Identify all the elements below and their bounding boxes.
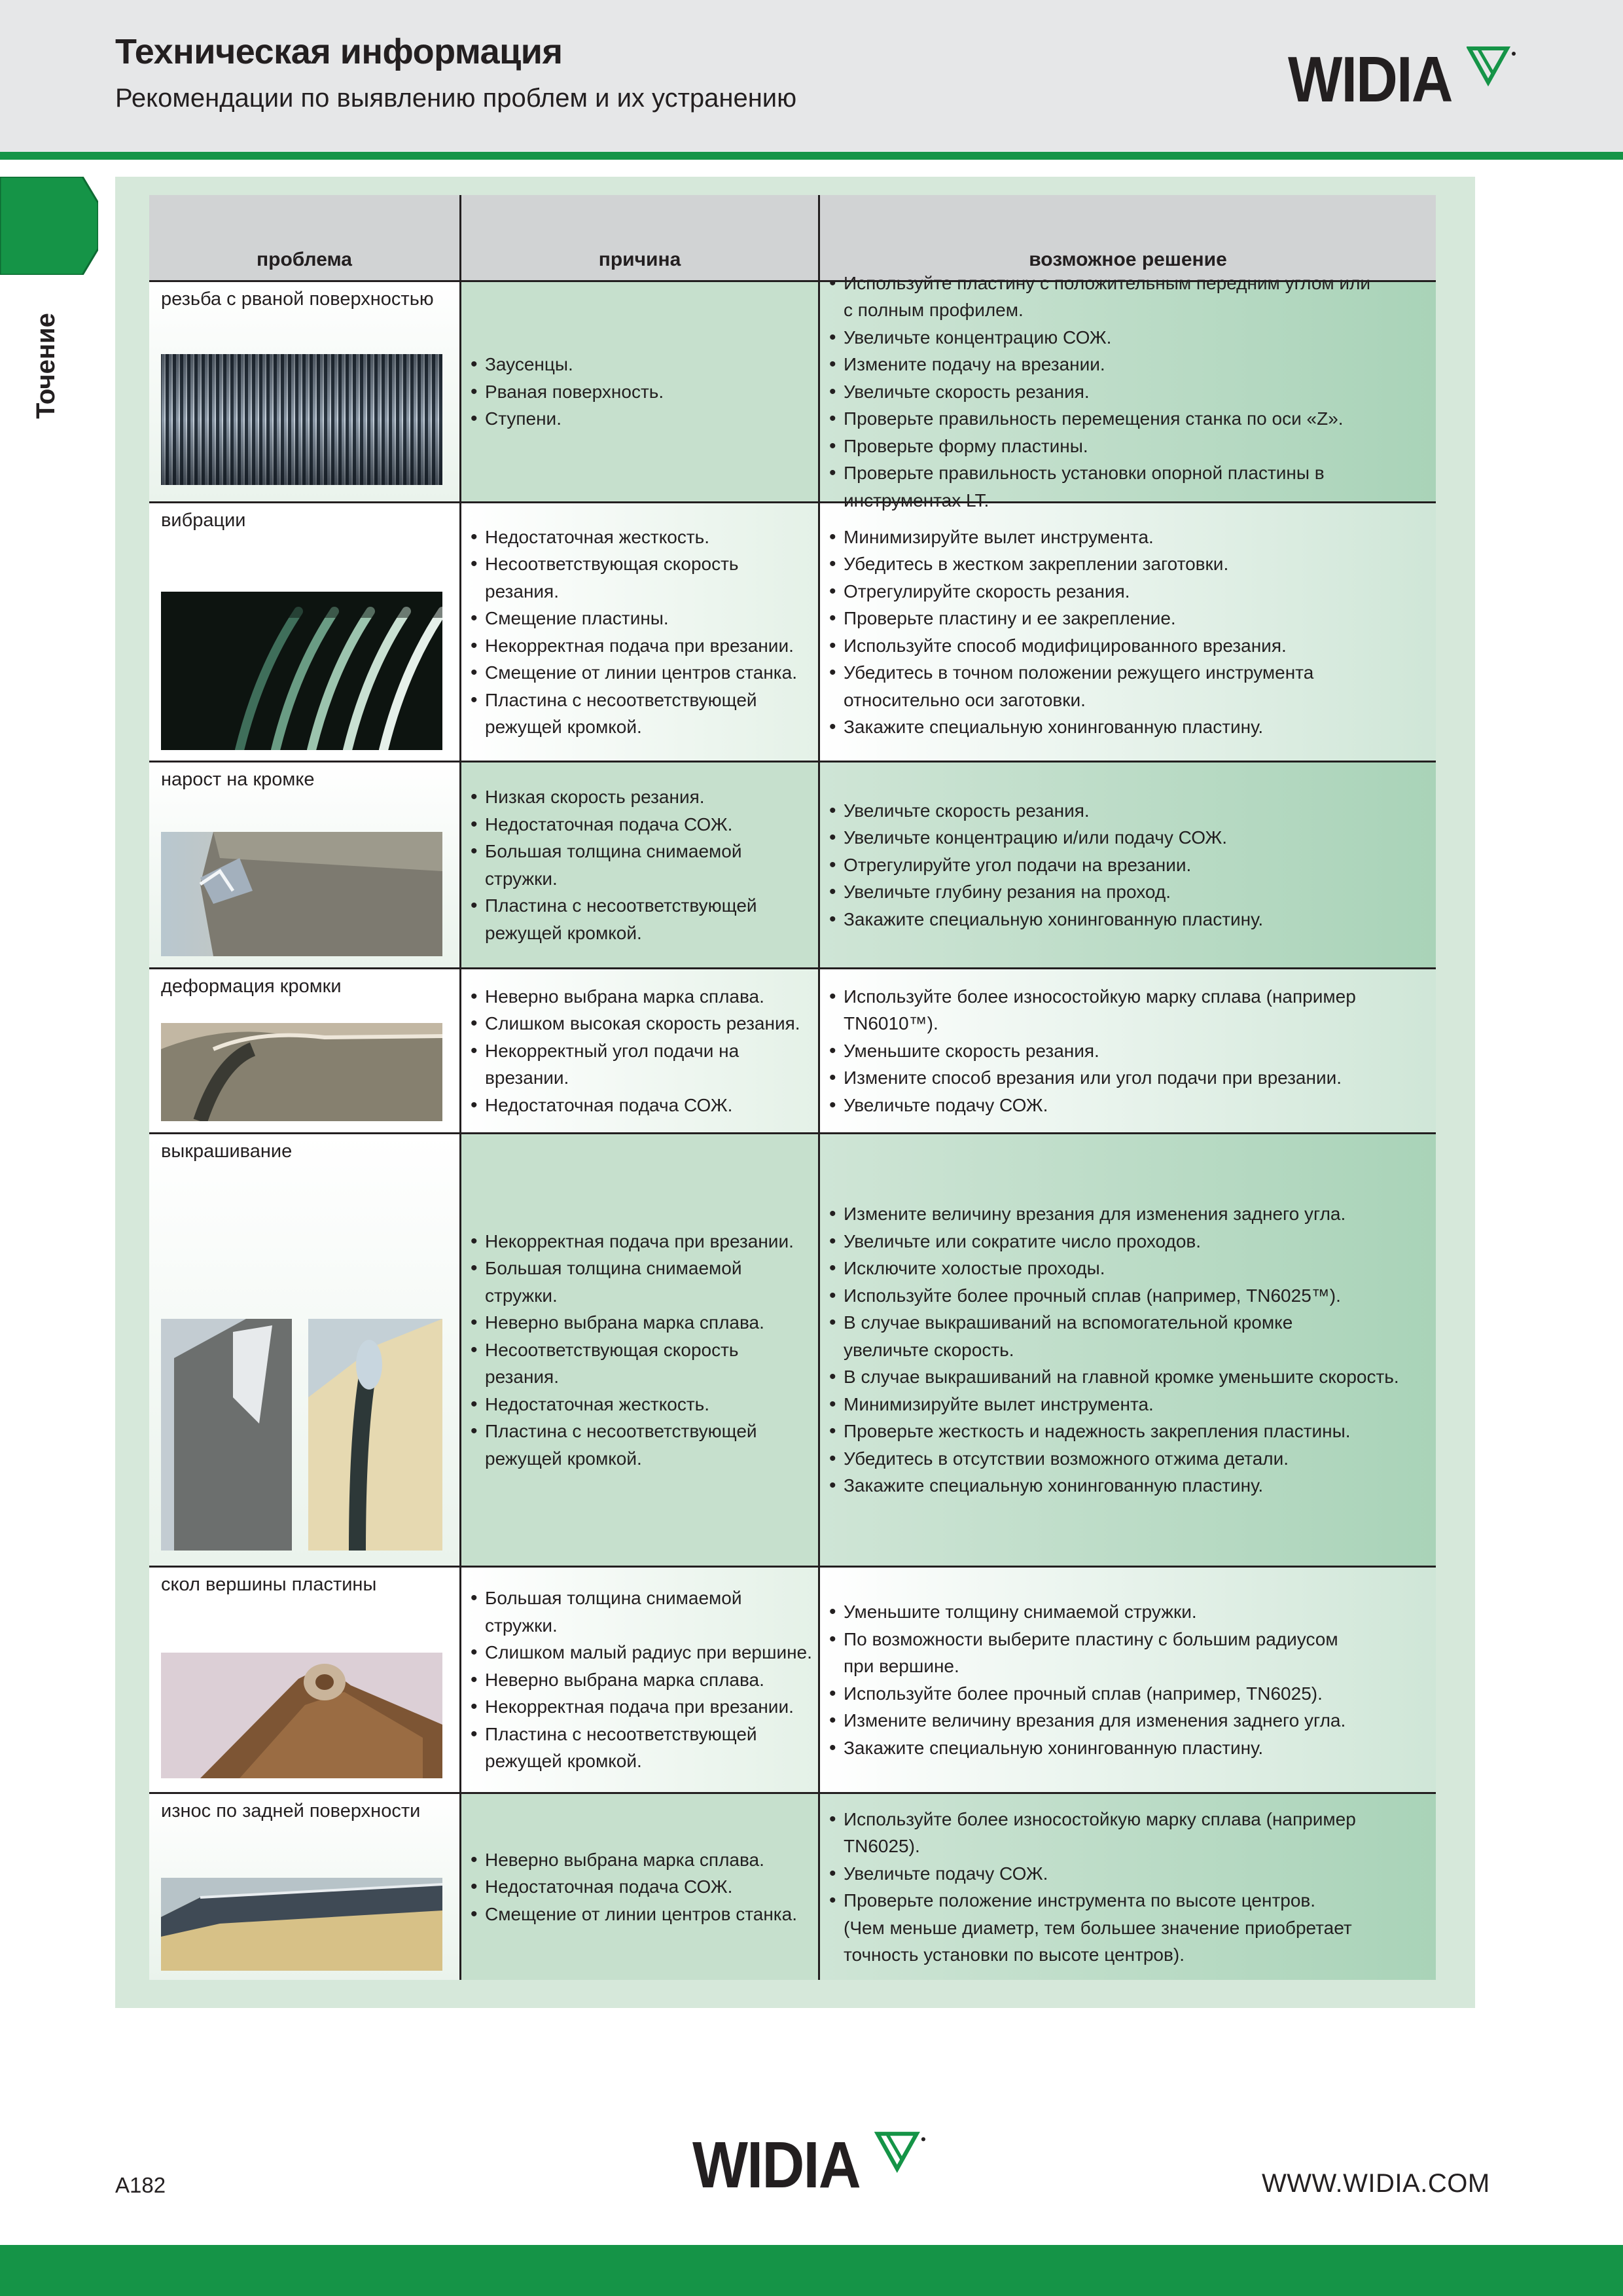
solution-item: • Увеличьте подачу СОЖ.: [829, 1092, 1431, 1119]
cause-cell: [459, 1794, 818, 1980]
table-row: [149, 503, 1436, 762]
solution-item: • Используйте более износостойкую марку сплава (например TN6010™).: [829, 983, 1431, 1037]
logo-wordmark: WIDIA: [1288, 43, 1452, 115]
solution-item: • Увеличьте или сократите число проходов.: [829, 1228, 1431, 1255]
problem-cell: [149, 1794, 459, 1980]
cause-item: • Заусенцы.: [471, 351, 813, 378]
tip-breakage-photo: [161, 1653, 442, 1778]
cause-item: • Некорректная подача при врезании.: [471, 1228, 813, 1255]
problem-name: вибрации: [161, 510, 246, 531]
cause-item: • Смещение от линии центров станка.: [471, 659, 813, 687]
widia-triangle-icon: [874, 2130, 929, 2177]
solution-item: • Измените величину врезания для изменения заднего угла.: [829, 1200, 1431, 1228]
problem-cell: [149, 1568, 459, 1792]
solution-item: • Проверьте пластину и ее закрепление.: [829, 605, 1431, 632]
solution-item: • Используйте более износостойкую марку сплава (например TN6025).: [829, 1806, 1431, 1860]
solution-item: • Проверьте положение инструмента по высоте центров. (Чем меньше диаметр, тем большее значение приобретает точность установки по высоте центров).: [829, 1887, 1431, 1969]
solution-item: • В случае выкрашиваний на главной кромке уменьшите скорость.: [829, 1363, 1431, 1391]
cause-item: • Недостаточная подача СОЖ.: [471, 1092, 813, 1119]
solution-item: • Закажите специальную хонингованную пластину.: [829, 906, 1431, 933]
problem-name: износ по задней поверхности: [161, 1801, 421, 1821]
solution-item: • По возможности выберите пластину с большим радиусом при вершине.: [829, 1626, 1431, 1680]
cause-item: • Пластина с несоответствующей режущей кромкой.: [471, 687, 813, 741]
cause-item: • Ступени.: [471, 405, 813, 433]
solution-item: • Уменьшите толщину снимаемой стружки.: [829, 1598, 1431, 1626]
cause-item: • Некорректная подача при врезании.: [471, 1693, 813, 1721]
problem-name: выкрашивание: [161, 1141, 293, 1162]
section-label: Точение: [31, 313, 60, 419]
solution-cell: [818, 272, 1436, 511]
solution-item: • Измените величину врезания для изменения заднего угла.: [829, 1707, 1431, 1734]
solution-item: • Закажите специальную хонингованную пластину.: [829, 1734, 1431, 1762]
cause-item: • Недостаточная жесткость.: [471, 524, 813, 551]
column-header-problem: проблема: [257, 249, 352, 270]
table-row: [149, 762, 1436, 969]
page-number: A182: [115, 2173, 166, 2197]
logo-wordmark: WIDIA: [692, 2128, 860, 2202]
section-tab-marker: [0, 177, 98, 275]
solution-item: • Убедитесь в отсутствии возможного отжима детали.: [829, 1445, 1431, 1473]
solution-item: • Увеличьте подачу СОЖ.: [829, 1860, 1431, 1888]
cause-item: • Пластина с несоответствующей режущей кромкой.: [471, 1721, 813, 1775]
solution-item: • Проверьте правильность перемещения станка по оси «Z».: [829, 405, 1431, 433]
cause-cell: [459, 282, 818, 501]
widia-footer-logo: [692, 2128, 929, 2202]
website-link[interactable]: WWW.WIDIA.COM: [1262, 2169, 1490, 2198]
flank-wear-photo: [161, 1878, 442, 1971]
cause-item: • Слишком малый радиус при вершине.: [471, 1639, 813, 1666]
cause-cell: [459, 969, 818, 1132]
problem-name: резьба с рваной поверхностью: [161, 289, 434, 310]
cause-cell: [459, 1568, 818, 1792]
thread-surface-photo: [161, 354, 442, 485]
solution-item: • Измените способ врезания или угол подачи при врезании.: [829, 1064, 1431, 1092]
cause-item: • Пластина с несоответствующей режущей кромкой.: [471, 892, 813, 946]
solution-item: • В случае выкрашиваний на вспомогательной кромке увеличьте скорость.: [829, 1309, 1431, 1363]
solution-item: • Увеличьте концентрацию и/или подачу СОЖ.: [829, 824, 1431, 852]
chipping-photo: [161, 1319, 442, 1551]
solution-item: • Исключите холостые проходы.: [829, 1255, 1431, 1282]
table-row: [149, 1794, 1436, 1980]
cause-item: • Несоответствующая скорость резания.: [471, 1336, 813, 1391]
cause-item: • Неверно выбрана марка сплава.: [471, 983, 813, 1011]
page-subtitle: Рекомендации по выявлению проблем и их устранению: [115, 84, 797, 113]
table-row: [149, 1568, 1436, 1794]
cause-item: • Некорректная подача при врезании.: [471, 632, 813, 660]
widia-logo: [1288, 43, 1519, 115]
cause-item: • Большая толщина снимаемой стружки.: [471, 1255, 813, 1309]
solution-item: • Минимизируйте вылет инструмента.: [829, 1391, 1431, 1418]
solution-item: • Увеличьте глубину резания на проход.: [829, 878, 1431, 906]
problem-cell: [149, 969, 459, 1132]
solution-cell: [818, 1568, 1436, 1792]
problem-cell: [149, 503, 459, 761]
solution-item: • Увеличьте скорость резания.: [829, 378, 1431, 406]
page-title: Техническая информация: [115, 32, 563, 71]
solution-item: • Увеличьте концентрацию СОЖ.: [829, 324, 1431, 351]
problem-cell: [149, 1134, 459, 1566]
table-row: [149, 969, 1436, 1134]
cause-item: • Неверно выбрана марка сплава.: [471, 1309, 813, 1336]
solution-item: • Уменьшите скорость резания.: [829, 1037, 1431, 1065]
solution-item: • Проверьте форму пластины.: [829, 433, 1431, 460]
page-header: [0, 0, 1623, 152]
widia-triangle-icon: [1467, 45, 1519, 90]
solution-item: • Увеличьте скорость резания.: [829, 797, 1431, 825]
solution-item: • Закажите специальную хонингованную пластину.: [829, 713, 1431, 741]
solution-cell: [818, 503, 1436, 761]
cause-item: • Смещение пластины.: [471, 605, 813, 632]
cause-item: • Недостаточная жесткость.: [471, 1391, 813, 1418]
cause-item: • Неверно выбрана марка сплава.: [471, 1846, 813, 1874]
table-row: [149, 1134, 1436, 1568]
cause-item: • Большая толщина снимаемой стружки.: [471, 1585, 813, 1639]
solution-cell: [818, 1794, 1436, 1980]
solution-item: • Отрегулируйте скорость резания.: [829, 578, 1431, 605]
solution-item: • Проверьте жесткость и надежность закрепления пластины.: [829, 1418, 1431, 1445]
solution-item: • Убедитесь в жестком закреплении заготовки.: [829, 550, 1431, 578]
solution-item: • Убедитесь в точном положении режущего инструмента относительно оси заготовки.: [829, 659, 1431, 713]
cause-item: • Смещение от линии центров станка.: [471, 1901, 813, 1928]
cause-item: • Пластина с несоответствующей режущей кромкой.: [471, 1418, 813, 1472]
problem-name: скол вершины пластины: [161, 1574, 377, 1595]
cause-item: • Некорректный угол подачи на врезании.: [471, 1037, 813, 1092]
solution-item: • Используйте пластину с положительным передним углом или с полным профилем.: [829, 270, 1431, 324]
solution-item: • Закажите специальную хонингованную пластину.: [829, 1472, 1431, 1499]
solution-cell: [818, 1134, 1436, 1566]
cause-cell: [459, 762, 818, 967]
problem-name: нарост на кромке: [161, 769, 315, 790]
cause-cell: [459, 503, 818, 761]
solution-cell: [818, 762, 1436, 967]
cause-item: • Недостаточная подача СОЖ.: [471, 811, 813, 838]
cause-item: • Несоответствующая скорость резания.: [471, 550, 813, 605]
column-header-solution: возможное решение: [818, 195, 1436, 280]
cause-cell: [459, 1134, 818, 1566]
vibration-photo: [161, 592, 442, 750]
table-row: [149, 272, 1436, 511]
cause-item: • Большая толщина снимаемой стружки.: [471, 838, 813, 892]
solution-item: • Используйте способ модифицированного врезания.: [829, 632, 1431, 660]
header-rule: [0, 152, 1623, 160]
cause-item: • Слишком высокая скорость резания.: [471, 1010, 813, 1037]
cause-item: • Рваная поверхность.: [471, 378, 813, 406]
footer-bar: [0, 2245, 1623, 2296]
problem-cell: [149, 762, 459, 967]
solution-item: • Проверьте правильность установки опорной пластины в инструментах LT.: [829, 459, 1431, 514]
solution-cell: [818, 969, 1436, 1132]
solution-item: • Минимизируйте вылет инструмента.: [829, 524, 1431, 551]
edge-deformation-photo: [161, 1023, 442, 1121]
troubleshooting-table: [149, 195, 1436, 1980]
solution-item: • Измените подачу на врезании.: [829, 351, 1431, 378]
problem-cell: [149, 282, 459, 501]
cause-item: • Низкая скорость резания.: [471, 783, 813, 811]
solution-item: • Отрегулируйте угол подачи на врезании.: [829, 852, 1431, 879]
solution-item: • Используйте более прочный сплав (например, TN6025).: [829, 1680, 1431, 1708]
column-header-cause: причина: [459, 195, 818, 280]
problem-name: деформация кромки: [161, 976, 342, 997]
cause-item: • Недостаточная подача СОЖ.: [471, 1873, 813, 1901]
cause-item: • Неверно выбрана марка сплава.: [471, 1666, 813, 1694]
built-up-edge-photo: [161, 832, 442, 956]
solution-item: • Используйте более прочный сплав (например, TN6025™).: [829, 1282, 1431, 1310]
